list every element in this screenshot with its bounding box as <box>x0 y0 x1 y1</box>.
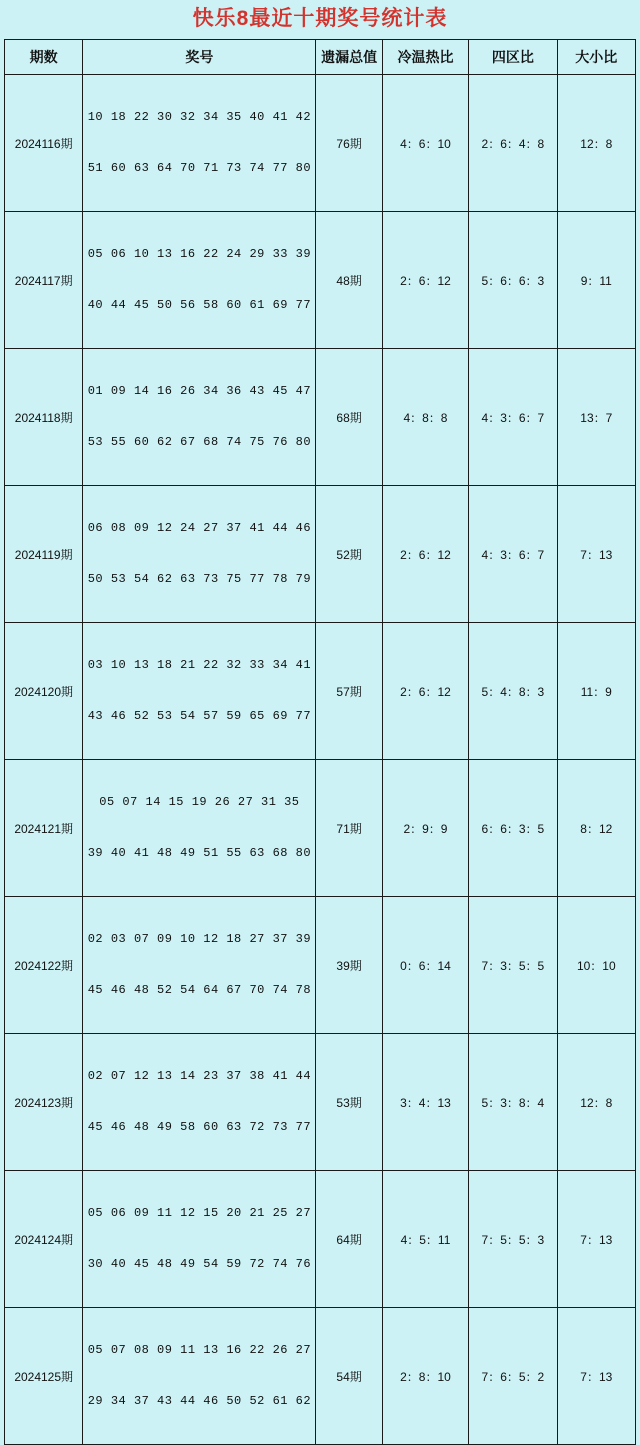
missing-total: 39期 <box>316 897 382 1034</box>
column-header-missing-total: 遗漏总值 <box>316 40 382 75</box>
big-small-ratio: 9：11 <box>557 212 635 349</box>
issue-number: 2024120期 <box>5 623 83 760</box>
winning-numbers <box>83 760 316 897</box>
missing-total: 48期 <box>316 212 382 349</box>
missing-total: 57期 <box>316 623 382 760</box>
big-small-ratio: 7：13 <box>557 1308 635 1445</box>
winning-numbers <box>83 75 316 212</box>
winning-numbers-line-1: 03 10 13 18 21 22 32 33 34 41 <box>87 658 312 672</box>
table-row <box>5 623 636 760</box>
four-zone-ratio: 4：3：6：7 <box>469 349 557 486</box>
winning-numbers <box>83 623 316 760</box>
column-header-big-small-ratio: 大小比 <box>557 40 635 75</box>
cold-warm-hot-ratio: 4：5：11 <box>382 1171 468 1308</box>
issue-number: 2024121期 <box>5 760 83 897</box>
issue-number: 2024118期 <box>5 349 83 486</box>
issue-number: 2024116期 <box>5 75 83 212</box>
winning-numbers-line-1: 10 18 22 30 32 34 35 40 41 42 <box>87 110 312 124</box>
winning-numbers-line-1: 02 03 07 09 10 12 18 27 37 39 <box>87 932 312 946</box>
table-row <box>5 1171 636 1308</box>
four-zone-ratio: 2：6：4：8 <box>469 75 557 212</box>
big-small-ratio: 11：9 <box>557 623 635 760</box>
big-small-ratio: 7：13 <box>557 1171 635 1308</box>
four-zone-ratio: 5：6：6：3 <box>469 212 557 349</box>
cold-warm-hot-ratio: 2：6：12 <box>382 623 468 760</box>
missing-total: 53期 <box>316 1034 382 1171</box>
table-row <box>5 212 636 349</box>
cold-warm-hot-ratio: 2：6：12 <box>382 212 468 349</box>
big-small-ratio: 10：10 <box>557 897 635 1034</box>
winning-numbers-line-2: 50 53 54 62 63 73 75 77 78 79 <box>87 572 312 586</box>
winning-numbers-line-1: 05 06 09 11 12 15 20 21 25 27 <box>87 1206 312 1220</box>
winning-numbers <box>83 349 316 486</box>
column-header-issue: 期数 <box>5 40 83 75</box>
missing-total: 54期 <box>316 1308 382 1445</box>
cold-warm-hot-ratio: 3：4：13 <box>382 1034 468 1171</box>
column-header-four-zone-ratio: 四区比 <box>469 40 557 75</box>
four-zone-ratio: 4：3：6：7 <box>469 486 557 623</box>
big-small-ratio: 13：7 <box>557 349 635 486</box>
winning-numbers-line-2: 39 40 41 48 49 51 55 63 68 80 <box>87 846 312 860</box>
missing-total: 71期 <box>316 760 382 897</box>
cold-warm-hot-ratio: 0：6：14 <box>382 897 468 1034</box>
page-title: 快乐8最近十期奖号统计表 <box>192 7 448 30</box>
winning-numbers-line-2: 51 60 63 64 70 71 73 74 77 80 <box>87 161 312 175</box>
winning-numbers-line-1: 06 08 09 12 24 27 37 41 44 46 <box>87 521 312 535</box>
winning-numbers <box>83 897 316 1034</box>
issue-number: 2024122期 <box>5 897 83 1034</box>
winning-numbers <box>83 1034 316 1171</box>
cold-warm-hot-ratio: 2：9：9 <box>382 760 468 897</box>
table-row <box>5 1308 636 1445</box>
winning-numbers-line-2: 43 46 52 53 54 57 59 65 69 77 <box>87 709 312 723</box>
missing-total: 68期 <box>316 349 382 486</box>
cold-warm-hot-ratio: 2：6：12 <box>382 486 468 623</box>
cold-warm-hot-ratio: 2：8：10 <box>382 1308 468 1445</box>
missing-total: 52期 <box>316 486 382 623</box>
winning-numbers-line-2: 29 34 37 43 44 46 50 52 61 62 <box>87 1394 312 1408</box>
winning-numbers-line-2: 53 55 60 62 67 68 74 75 76 80 <box>87 435 312 449</box>
column-header-cold-warm-hot-ratio: 冷温热比 <box>382 40 468 75</box>
winning-numbers-line-2: 45 46 48 49 58 60 63 72 73 77 <box>87 1120 312 1134</box>
four-zone-ratio: 7：3：5：5 <box>469 897 557 1034</box>
issue-number: 2024117期 <box>5 212 83 349</box>
winning-numbers-line-1: 01 09 14 16 26 34 36 43 45 47 <box>87 384 312 398</box>
table-row <box>5 897 636 1034</box>
table-row <box>5 1034 636 1171</box>
issue-number: 2024125期 <box>5 1308 83 1445</box>
winning-numbers <box>83 212 316 349</box>
table-header-row <box>5 40 636 75</box>
big-small-ratio: 12：8 <box>557 75 635 212</box>
column-header-numbers: 奖号 <box>83 40 316 75</box>
table-row <box>5 760 636 897</box>
four-zone-ratio: 7：6：5：2 <box>469 1308 557 1445</box>
four-zone-ratio: 7：5：5：3 <box>469 1171 557 1308</box>
table-row <box>5 349 636 486</box>
lottery-stats-table <box>4 39 636 1445</box>
missing-total: 64期 <box>316 1171 382 1308</box>
cold-warm-hot-ratio: 4：8：8 <box>382 349 468 486</box>
winning-numbers-line-1: 02 07 12 13 14 23 37 38 41 44 <box>87 1069 312 1083</box>
big-small-ratio: 7：13 <box>557 486 635 623</box>
table-row <box>5 486 636 623</box>
four-zone-ratio: 5：3：8：4 <box>469 1034 557 1171</box>
table-row <box>5 75 636 212</box>
issue-number: 2024123期 <box>5 1034 83 1171</box>
issue-number: 2024119期 <box>5 486 83 623</box>
winning-numbers-line-1: 05 07 14 15 19 26 27 31 35 <box>99 795 300 809</box>
issue-number: 2024124期 <box>5 1171 83 1308</box>
cold-warm-hot-ratio: 4：6：10 <box>382 75 468 212</box>
big-small-ratio: 8：12 <box>557 760 635 897</box>
winning-numbers-line-2: 45 46 48 52 54 64 67 70 74 78 <box>87 983 312 997</box>
winning-numbers-line-2: 30 40 45 48 49 54 59 72 74 76 <box>87 1257 312 1271</box>
four-zone-ratio: 5：4：8：3 <box>469 623 557 760</box>
winning-numbers-line-2: 40 44 45 50 56 58 60 61 69 77 <box>87 298 312 312</box>
missing-total: 76期 <box>316 75 382 212</box>
winning-numbers-line-1: 05 07 08 09 11 13 16 22 26 27 <box>87 1343 312 1357</box>
four-zone-ratio: 6：6：3：5 <box>469 760 557 897</box>
big-small-ratio: 12：8 <box>557 1034 635 1171</box>
winning-numbers <box>83 486 316 623</box>
winning-numbers <box>83 1171 316 1308</box>
winning-numbers <box>83 1308 316 1445</box>
winning-numbers-line-1: 05 06 10 13 16 22 24 29 33 39 <box>87 247 312 261</box>
